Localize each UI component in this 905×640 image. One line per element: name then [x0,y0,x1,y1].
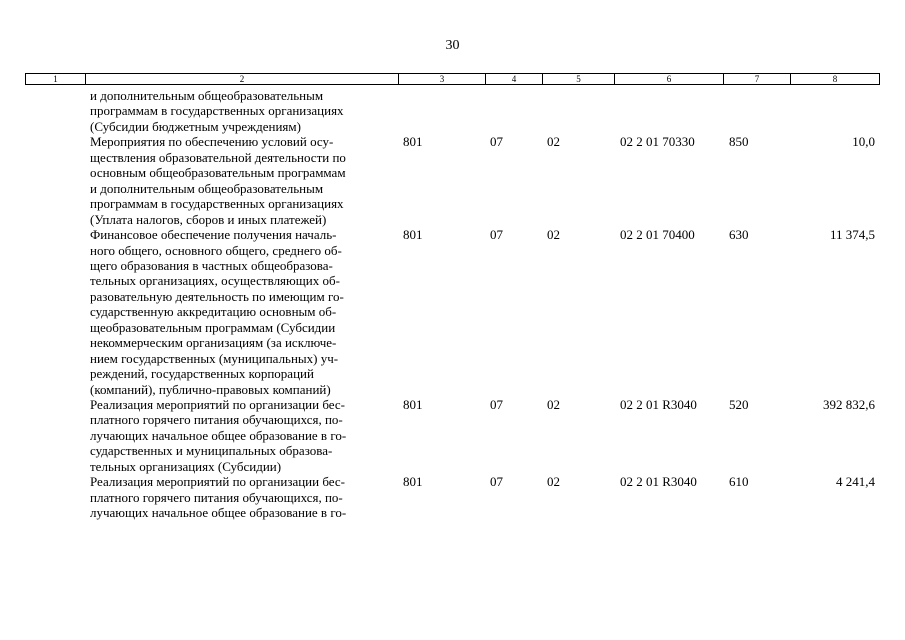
cell-c5: 02 [547,397,560,412]
cell-c4: 07 [490,227,503,243]
cell-c5: 02 [547,227,560,243]
description-line: нием государственных (муниципальных) уч- [90,350,339,366]
table-row [0,397,905,474]
table-row [0,474,905,520]
header-col-8: 8 [832,74,838,84]
page-number: 30 [445,38,460,53]
description-line: щего образования в частных общеобразова- [90,257,333,273]
header-col-2: 2 [86,74,399,84]
header-col-1: 1 [26,74,86,84]
table-header [25,73,880,85]
cell-c7: 520 [729,397,749,412]
row-description [90,88,390,134]
table-row [0,88,905,134]
header-col-7: 7 [724,74,791,84]
description-line: ществления образовательной деятельности по [90,149,346,165]
description-line: сударственную аккредитацию основным об- [90,304,337,320]
description-line: и дополнительным общеобразовательным [90,180,324,196]
description-line: сударственных и муниципальных образова- [90,443,333,459]
description-line: тельных организациях (Субсидии) [90,458,282,474]
table-row [0,134,905,227]
row-description [90,227,390,397]
cell-c4: 07 [490,474,503,490]
description-line: Реализация мероприятий по организации бес- [90,474,345,490]
description-line: реждений, государственных корпораций [90,366,314,382]
description-line: лучающих начальное общее образование в го- [90,427,347,443]
cell-c3: 801 [403,227,423,243]
description-line: разовательную деятельность по имеющим го- [90,288,344,304]
cell-c5: 02 [547,134,560,150]
description-line: программам в государственных организациях [90,196,344,212]
cell-c3: 801 [403,474,423,490]
cell-c8: 392 832,6 [823,397,875,412]
header-col-5: 5 [543,74,615,84]
table-row [0,227,905,397]
description-line: основным общеобразовательным программам [90,165,346,181]
row-description [90,474,390,520]
row-description [90,134,390,227]
cell-c7: 850 [729,134,749,150]
cell-c7: 630 [729,227,749,243]
cell-c5: 02 [547,474,560,490]
description-line: (компаний), публично-правовых компаний) [90,381,331,397]
cell-c4: 07 [490,134,503,150]
cell-c6: 02 2 01 70400 [620,227,695,243]
description-line: платного горячего питания обучающихся, по- [90,489,343,505]
description-line: Финансовое обеспечение получения началь- [90,227,337,243]
cell-c8: 10,0 [852,134,875,150]
cell-c8: 4 241,4 [836,474,875,490]
description-line: щеобразовательным программам (Субсидии [90,319,336,335]
cell-c6: 02 2 01 R3040 [620,397,697,412]
description-line: тельных организациях, осуществляющих об- [90,273,340,289]
header-col-4: 4 [486,74,543,84]
row-description [90,397,390,474]
description-line: лучающих начальное общее образование в го- [90,505,347,521]
description-line: Реализация мероприятий по организации бес- [90,397,345,412]
header-col-6: 6 [615,74,724,84]
cell-c6: 02 2 01 70330 [620,134,695,150]
description-line: ного общего, основного общего, среднего об- [90,242,342,258]
cell-c3: 801 [403,397,423,412]
cell-c7: 610 [729,474,749,490]
cell-c6: 02 2 01 R3040 [620,474,697,490]
description-line: платного горячего питания обучающихся, по- [90,412,343,428]
description-line: Мероприятия по обеспечению условий осу- [90,134,334,150]
description-line: и дополнительным общеобразовательным [90,88,324,103]
cell-c8: 11 374,5 [829,227,875,243]
cell-c4: 07 [490,397,503,412]
header-col-3: 3 [399,74,486,84]
description-line: (Субсидии бюджетным учреждениям) [90,118,301,134]
description-line: программам в государственных организациях [90,103,344,119]
description-line: некоммерческим организациям (за исключе- [90,335,337,351]
cell-c3: 801 [403,134,423,150]
description-line: (Уплата налогов, сборов и иных платежей) [90,211,327,227]
